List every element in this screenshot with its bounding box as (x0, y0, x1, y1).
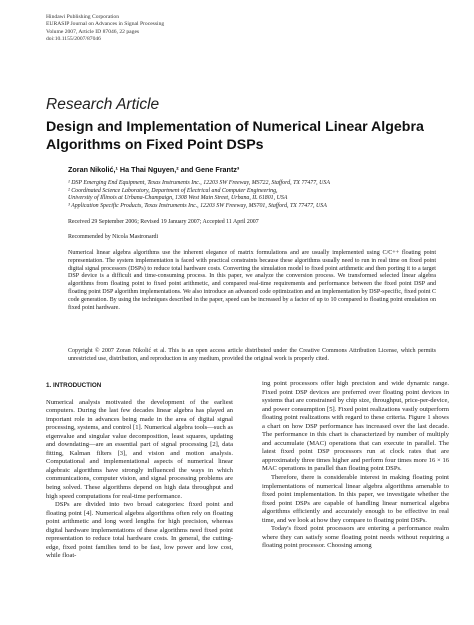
affiliations (68, 180, 468, 210)
journal-line: EURASIP Journal on Advances in Signal Processing (46, 21, 165, 28)
volume-line: Volume 2007, Article ID 87046, 22 pages (46, 28, 140, 35)
author-list: Zoran Nikolić,¹ Ha Thai Nguyen,² and Gene Frantz³ (68, 165, 240, 174)
paragraph: Today's fixed point processors are entering a performance realm where they can satisfy some floating point needs without requiring a floating point processor. Choosing among (262, 525, 449, 550)
publication-dates: Received 29 September 2006; Revised 19 January 2007; Accepted 11 April 2007 (68, 219, 259, 225)
paragraph: Numerical analysis motivated the development of the earliest computers. During the last few decades linear algebra has played an important role in advances being made in the area of digital signal processing, systems, and control [1]. Numerical algebra tools—such as eigenvalue and singular value decomposition, least squares, updating and downdating—are an essential part of signal processing [2], data fitting, Kalman filters [3], and vision and motion analysis. Computational and implementational aspects of numerical linear algebraic algorithms have strongly influenced the ways in which communications, computer vision, and signal processing problems are being solved. These algorithms depend on high data throughput and high speed computations for real-time performance. (46, 398, 233, 500)
affiliation-2b: University of Illinois at Urbana-Champaign, 1308 West Main Street, Urbana, IL 61801, USA (68, 195, 288, 202)
paragraph: DSPs are divided into two broad categories: fixed point and floating point [4]. Numerical algebra algorithms often rely on floating point arithmetic and long word lengths for high precision, whereas digital hardware implementations of these algorithms need fixed point representation to reduce total hardware costs. In general, the cutting-edge, fixed point families tend to be fast, low power and low cost, while float- (46, 501, 233, 560)
left-column (46, 382, 233, 561)
affiliation-3: ³ Application Specific Products, Texas Instruments Inc., 12203 SW Freeway, MS701, Stafford, TX 77477, USA (68, 202, 327, 209)
affiliation-2: ² Coordinated Science Laboratory, Department of Electrical and Computer Engineering, (68, 187, 278, 194)
recommended-by: Recommended by Nicola Mastronardi (68, 234, 159, 240)
article-type: Research Article (46, 96, 160, 113)
copyright-notice: Copyright © 2007 Zoran Nikolić et al. This is an open access article distributed under the Creative Commons Attribution License, which permits unrestricted use, distribution, and reproduction in any medium, provided the original work is properly cited. (68, 348, 436, 362)
right-column (262, 380, 449, 551)
section-heading-introduction: 1. INTRODUCTION (46, 382, 102, 389)
paper-title: Design and Implementation of Numerical Linear Algebra Algorithms on Fixed Point DSPs (46, 119, 424, 153)
journal-header (46, 14, 346, 43)
paragraph: Therefore, there is considerable interest in making floating point implementations of numerical linear algebra algorithms amenable to fixed point implementation. In this paper, we investigate whether the fixed point DSPs are capable of handling linear numerical algebra algorithms efficiently and accurately enough to be effective in real time, and we look at how they compare to floating point DSPs. (262, 474, 449, 524)
doi-line: doi:10.1155/2007/87046 (46, 35, 101, 42)
affiliation-1: ¹ DSP Emerging End Equipment, Texas Instruments Inc., 12203 SW Freeway, MS722, Stafford, TX 77477, USA (68, 180, 330, 186)
paragraph: ing point processors offer high precision and wide dynamic range. Fixed point DSP devices are preferred over floating point devices in systems that are constrained by chip size, throughput, price-per-device, and power consumption [5]. Fixed point realizations vastly outperform floating point realizations with regard to these criteria. Figure 1 shows a chart on how DSP performance has increased over the last decade. The performance in this chart is characterized by number of multiply and accumulate (MAC) operations that can execute in parallel. The latest fixed point DSP processors run at clock rates that are approximately three times higher and perform four times more 16 × 16 MAC operations in parallel than floating point DSPs. (262, 380, 449, 473)
abstract: Numerical linear algebra algorithms use the inherent elegance of matrix formulations and are usually implemented using C/C++ floating point representation. The system implementation is faced with practical constraints because these algorithms usually need to run in real time on fixed point digital signal processors (DSPs) to reduce total hardware costs. Converting the simulation model to fixed point arithmetic and then porting it to a target DSP device is a difficult and time-consuming process. In this paper, we analyze the conversion process. We transformed selected linear algebra algorithms from floating point to fixed point arithmetic, and compared real-time requirements and performance between the fixed point DSP and floating point DSP algorithm implementations. We also introduce an advanced code optimization and an implementation by DSP-specific, fixed point C code generation. By using the techniques described in the paper, speed can be increased by a factor of up to 10 compared to floating point emulation on fixed point hardware. (68, 250, 436, 311)
publisher-line: Hindawi Publishing Corporation (46, 14, 120, 20)
